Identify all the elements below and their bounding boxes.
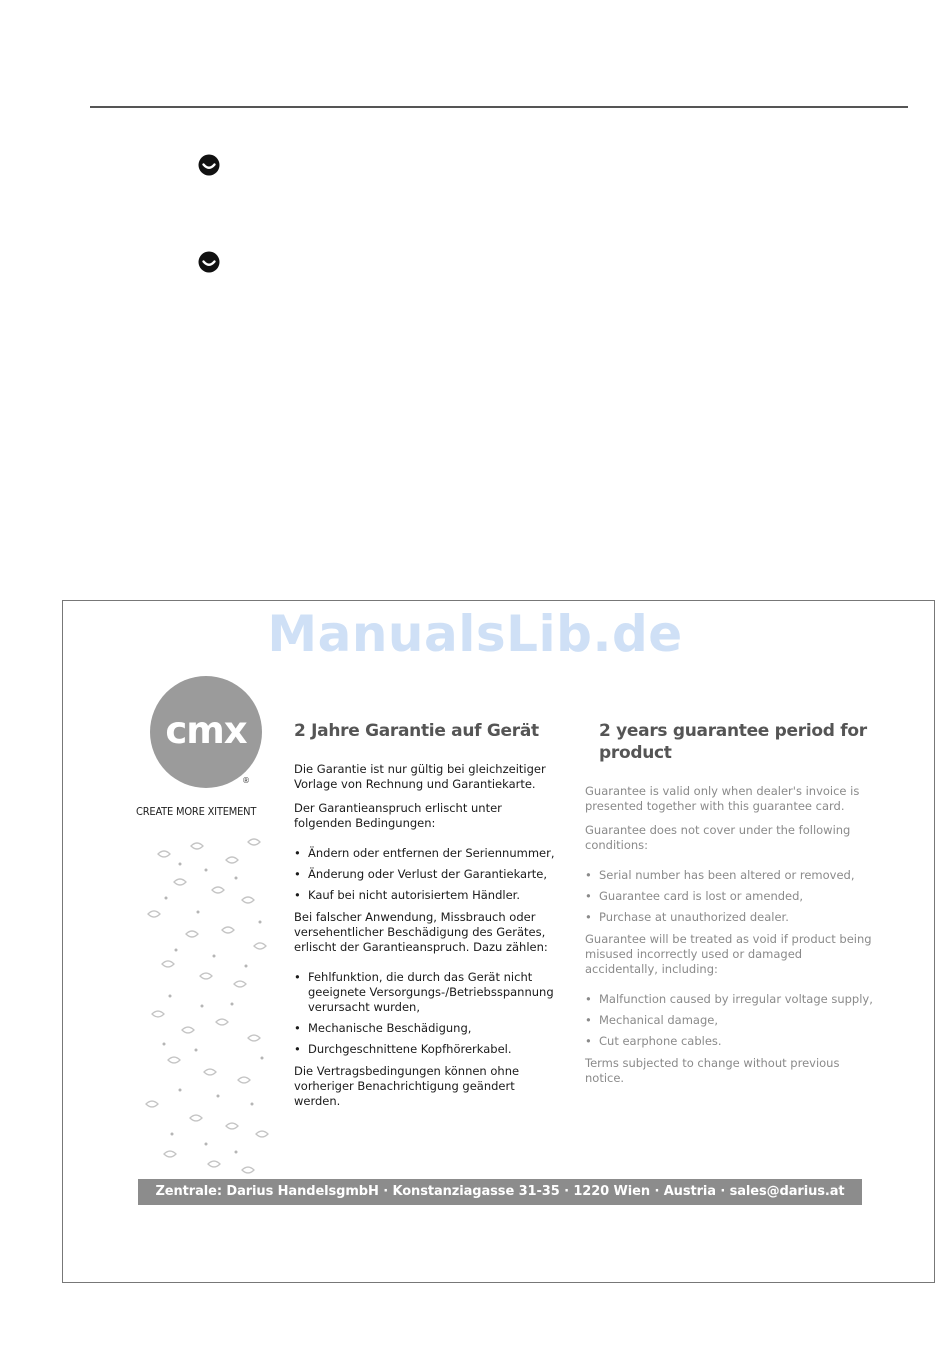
german-conditions-intro: Der Garantieanspruch erlischt unter folgenden Bedingungen: bbox=[294, 801, 502, 830]
list-item: • Purchase at unauthorized dealer. bbox=[585, 910, 875, 925]
list-item: • Serial number has been altered or removed, bbox=[585, 868, 875, 883]
smile-bullet-icon bbox=[198, 251, 220, 273]
german-misuse-intro: Bei falscher Anwendung, Missbrauch oder versehentlicher Beschädigung des Gerätes, erlischt der Garantieanspruch. Dazu zählen: bbox=[294, 910, 548, 954]
brand-tagline: CREATE MORE XITEMENT bbox=[136, 805, 257, 818]
brand-side-panel bbox=[136, 676, 276, 1178]
list-item: • Kauf bei nicht autorisiertem Händler. bbox=[294, 888, 556, 903]
german-note: Die Vertragsbedingungen können ohne vorheriger Benachrichtigung geändert werden. bbox=[294, 1064, 520, 1108]
top-divider bbox=[90, 106, 908, 108]
english-misuse-intro: Guarantee will be treated as void if product being misused incorrectly used or damaged accidentally, including: bbox=[585, 932, 872, 976]
company-footer-bar: Zentrale: Darius HandelsgmbH · Konstanziagasse 31-35 · 1220 Wien · Austria · sales@darius.at bbox=[138, 1179, 862, 1205]
german-validity-text: Die Garantie ist nur gültig bei gleichzeitiger Vorlage von Rechnung und Garantiekarte. bbox=[294, 762, 546, 791]
english-guarantee-column bbox=[585, 720, 875, 1095]
registered-mark: ® bbox=[242, 776, 250, 785]
german-guarantee-column bbox=[294, 720, 556, 1118]
english-conditions-intro: Guarantee does not cover under the following conditions: bbox=[585, 823, 851, 852]
list-item: • Guarantee card is lost or amended, bbox=[585, 889, 875, 904]
list-item: • Malfunction caused by irregular voltage supply, bbox=[585, 992, 875, 1007]
english-validity-text: Guarantee is valid only when dealer's invoice is presented together with this guarantee card. bbox=[585, 784, 860, 813]
english-misuse-list bbox=[585, 992, 875, 1049]
list-item: • Mechanical damage, bbox=[585, 1013, 875, 1028]
list-item: • Änderung oder Verlust der Garantiekarte, bbox=[294, 867, 556, 882]
list-item: • Fehlfunktion, die durch das Gerät nicht geeignete Versorgungs-/Betriebsspannung verursacht wurden, bbox=[294, 970, 556, 1015]
list-item: • Cut earphone cables. bbox=[585, 1034, 875, 1049]
cmx-logo: cmx bbox=[150, 676, 262, 788]
list-item: • Durchgeschnittene Kopfhörerkabel. bbox=[294, 1042, 556, 1057]
smile-bullet-icon bbox=[198, 154, 220, 176]
earphone-pattern-decoration bbox=[136, 834, 276, 1178]
german-conditions-list bbox=[294, 846, 556, 903]
english-note: Terms subjected to change without previous notice. bbox=[585, 1056, 840, 1085]
list-item: • Ändern oder entfernen der Seriennummer, bbox=[294, 846, 556, 861]
watermark: ManualsLib.de bbox=[267, 605, 683, 663]
german-misuse-list bbox=[294, 970, 556, 1057]
list-item: • Mechanische Beschädigung, bbox=[294, 1021, 556, 1036]
german-heading: 2 Jahre Garantie auf Gerät bbox=[294, 721, 539, 741]
english-heading: 2 years guarantee period for product bbox=[599, 721, 867, 763]
english-conditions-list bbox=[585, 868, 875, 925]
